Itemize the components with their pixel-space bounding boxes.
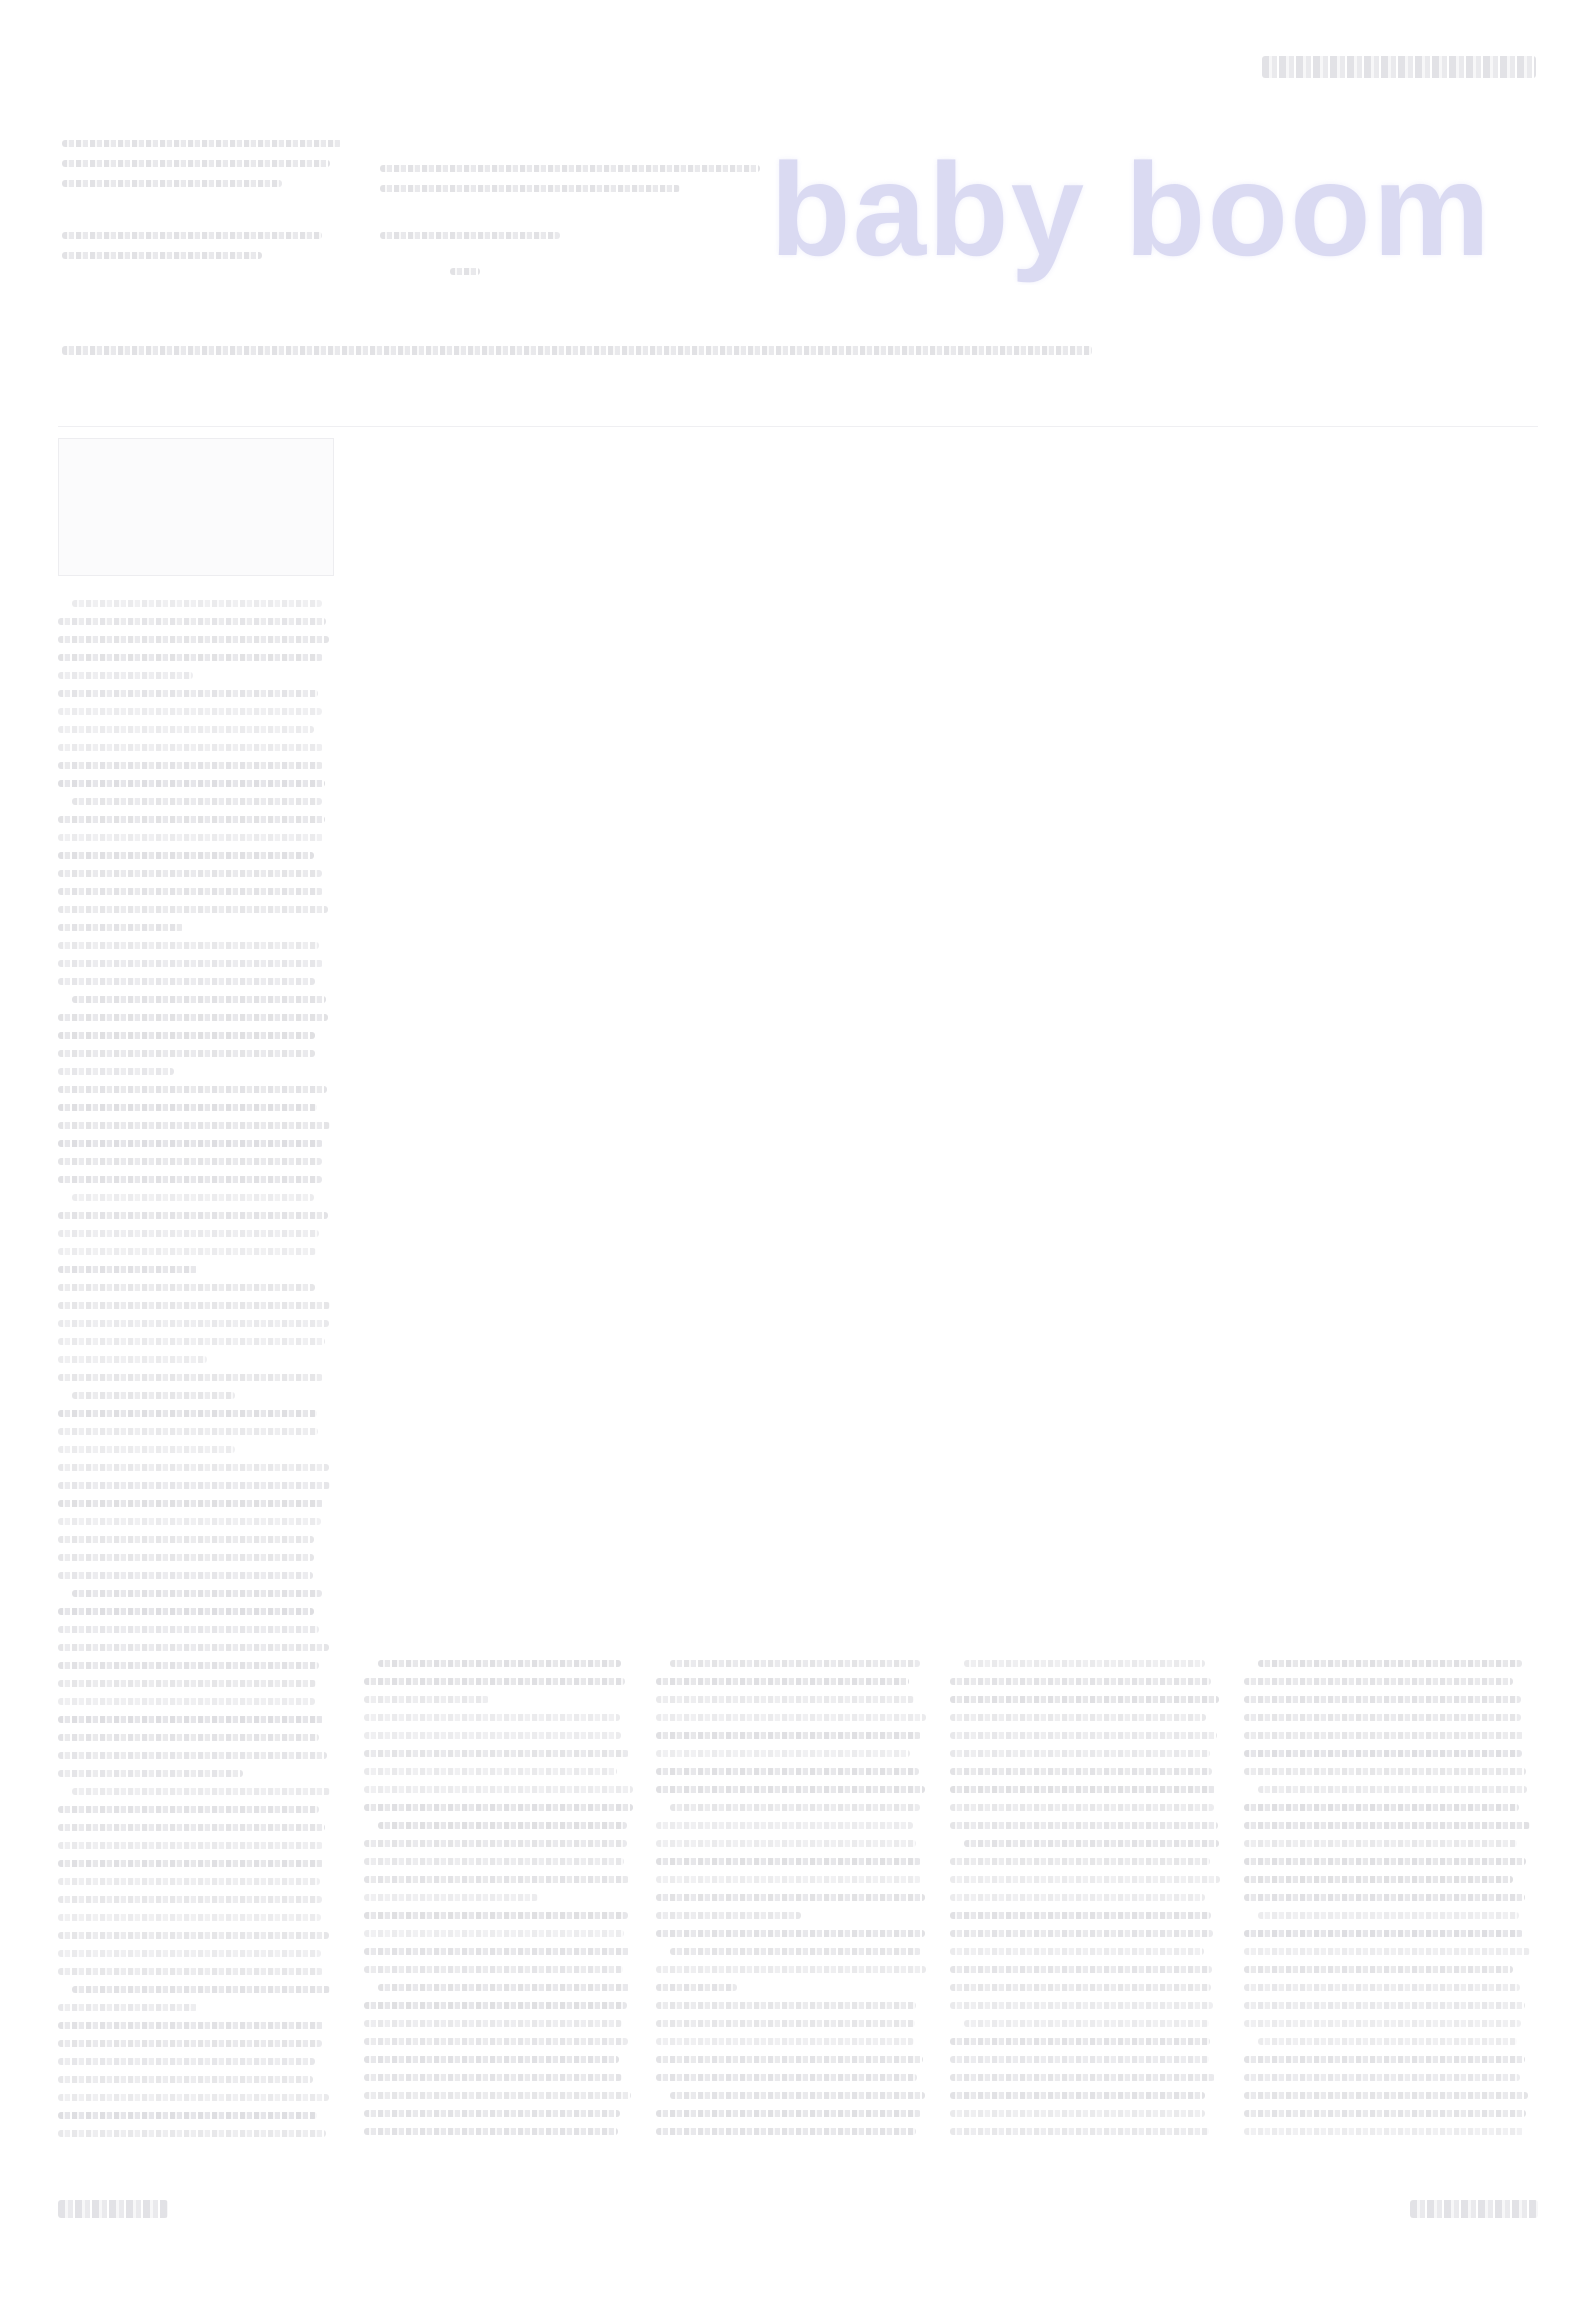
text-line [58,1536,314,1543]
text-line [364,2128,618,2135]
text-line [58,636,329,643]
text-line [58,2112,317,2119]
text-line [1244,2002,1525,2009]
text-line [58,1302,330,1309]
text-line [58,1716,324,1723]
text-line [364,1948,630,1955]
text-line [1244,1984,1520,1991]
text-line [950,2038,1210,2045]
text-line [364,1732,621,1739]
text-line [58,1698,315,1705]
text-line [364,1696,489,1703]
standfirst [62,346,1092,355]
text-line [58,1086,327,1093]
footer-left [58,2200,168,2218]
text-line [58,1752,327,1759]
text-line [364,2020,622,2027]
text-line [58,1122,330,1129]
text-line [964,2020,1209,2027]
text-line [364,1876,629,1883]
text-line [656,1912,801,1919]
text-line [58,1554,314,1561]
text-line [58,1032,315,1039]
text-line [58,1266,198,1273]
text-line [656,1984,737,1991]
text-line [1244,1858,1526,1865]
text-line [58,1608,314,1615]
text-line [1244,1732,1524,1739]
text-line [1244,2074,1520,2081]
text-line [670,1948,921,1955]
text-line [58,1410,317,1417]
text-line [58,906,328,913]
text-line [364,2056,619,2063]
text-line [72,1590,322,1597]
text-line [58,726,314,733]
text-line [58,888,323,895]
text-line [656,1840,916,1847]
text-column-2 [364,1660,640,2160]
text-line [58,1140,323,1147]
text-line [58,1068,174,1075]
text-line [58,1932,329,1939]
text-line [950,2074,1215,2081]
text-line [1244,1804,1519,1811]
text-line [1244,2128,1524,2135]
text-line [1258,1786,1527,1793]
text-line [58,1662,319,1669]
text-line [58,708,322,715]
text-line [58,2094,329,2101]
running-header [1262,56,1536,78]
pull-quote-box [58,438,334,576]
text-line [950,1894,1205,1901]
text-line [1244,1876,1513,1883]
text-line [1244,1840,1517,1847]
text-line [950,2092,1205,2099]
text-line [950,1912,1211,1919]
text-line [364,2002,627,2009]
text-line [670,1660,920,1667]
text-line [950,2128,1209,2135]
text-line [656,1966,926,1973]
text-line [58,1626,319,1633]
text-line [950,1768,1212,1775]
text-line [58,1374,323,1381]
text-line [1244,2020,1521,2027]
text-line [656,2002,916,2009]
text-line [364,1966,623,1973]
text-line [58,1338,325,1345]
text-line [72,996,326,1003]
text-line [964,1840,1219,1847]
text-line [58,960,323,967]
text-line [58,1770,243,1777]
text-line [364,1858,624,1865]
text-line [950,1678,1211,1685]
text-line [58,2022,324,2029]
text-line [58,618,326,625]
text-line [58,1968,323,1975]
text-line [364,1894,538,1901]
text-line [950,2056,1209,2063]
text-line [656,1930,925,1937]
text-line [656,1858,921,1865]
text-line [58,942,319,949]
text-line [950,1858,1210,1865]
text-line [950,1804,1214,1811]
text-line [58,744,323,751]
text-line [656,1786,925,1793]
text-line [58,762,323,769]
text-line [950,1732,1217,1739]
text-line [950,2110,1205,2117]
text-line [1244,1930,1523,1937]
text-line [364,1930,624,1937]
text-line [1244,1750,1522,1757]
text-line [950,2002,1213,2009]
text-line [950,1984,1211,1991]
text-line [58,978,315,985]
text-line [1244,1678,1513,1685]
text-line [72,1986,330,1993]
text-line [58,852,314,859]
text-line [656,2056,923,2063]
text-line [58,1050,315,1057]
text-line [58,672,193,679]
text-line [950,1966,1212,1973]
text-line [58,2130,326,2137]
footer-right [1410,2200,1538,2218]
text-line [58,1950,321,1957]
text-line [950,1696,1219,1703]
text-line [950,1822,1218,1829]
text-line [72,798,322,805]
text-line [58,1104,317,1111]
text-line [58,1014,328,1021]
text-line [1258,2038,1517,2045]
text-line [58,1446,235,1453]
text-line [58,924,184,931]
text-line [58,1356,207,1363]
text-line [58,816,325,823]
text-line [58,1284,315,1291]
text-line [58,834,324,841]
text-line [364,1714,620,1721]
page-headline: baby boom [770,136,1493,283]
text-line [72,1788,330,1795]
text-line [656,1678,909,1685]
text-line [656,1696,914,1703]
text-line [58,2076,313,2083]
text-line [58,1158,322,1165]
text-line [58,1176,322,1183]
text-line [950,1786,1216,1793]
text-line [1244,1714,1521,1721]
text-line [656,2074,917,2081]
text-line [1258,1912,1519,1919]
text-line [58,2058,315,2065]
text-line [58,1842,323,1849]
text-line [656,1750,910,1757]
left-text-column [58,600,336,2160]
text-line [364,1678,625,1685]
text-line [364,1840,627,1847]
text-line [656,1894,925,1901]
text-line [58,1428,318,1435]
text-line [58,2004,198,2011]
text-line [58,1464,329,1471]
text-line [72,1194,314,1201]
text-line [364,2092,631,2099]
text-line [950,1876,1220,1883]
text-line [58,1806,319,1813]
text-column-4 [950,1660,1226,2160]
text-line [58,1914,321,1921]
text-line [656,2128,916,2135]
text-line [1244,2056,1525,2063]
text-line [950,1714,1206,1721]
text-column-3 [656,1660,932,2160]
text-line [964,1660,1205,1667]
text-line [656,2020,915,2027]
text-line [58,1896,322,1903]
text-line [364,1804,633,1811]
text-line [58,1230,319,1237]
text-line [58,690,318,697]
text-line [364,1786,633,1793]
text-line [950,1948,1204,1955]
text-line [58,2040,322,2047]
text-line [364,2110,620,2117]
text-line [1258,1660,1522,1667]
text-line [656,1732,921,1739]
section-rule [58,426,1538,427]
text-line [364,1768,617,1775]
text-column-5 [1244,1660,1536,2160]
text-line [58,1248,316,1255]
text-line [378,1822,627,1829]
text-line [950,1750,1210,1757]
text-line [58,870,322,877]
text-line [1244,1822,1530,1829]
text-line [58,1518,321,1525]
text-line [58,1320,329,1327]
text-line [656,2110,921,2117]
text-line [72,1392,235,1399]
text-line [364,1750,629,1757]
text-line [58,1500,324,1507]
text-line [656,1714,926,1721]
text-line [670,1804,920,1811]
text-line [378,1984,630,1991]
text-line [72,600,322,607]
text-line [58,1212,328,1219]
text-line [656,1768,919,1775]
text-line [58,1860,324,1867]
text-line [670,2092,925,2099]
text-line [58,1878,320,1885]
text-line [656,2038,914,2045]
text-line [58,1680,316,1687]
text-line [364,2038,628,2045]
text-line [656,1876,921,1883]
text-line [364,2074,622,2081]
text-line [1244,1696,1521,1703]
text-line [364,1912,628,1919]
text-line [656,1822,913,1829]
text-line [950,1930,1213,1937]
text-line [1244,1966,1513,1973]
text-line [1244,1948,1530,1955]
text-line [58,780,325,787]
text-line [1244,2110,1526,2117]
text-line [58,1824,325,1831]
text-line [58,1482,330,1489]
text-line [1244,1894,1525,1901]
text-line [378,1660,621,1667]
text-line [58,1734,319,1741]
text-line [58,1572,313,1579]
text-line [1244,1768,1526,1775]
text-line [58,1644,329,1651]
text-line [58,654,323,661]
text-line [1244,2092,1528,2099]
